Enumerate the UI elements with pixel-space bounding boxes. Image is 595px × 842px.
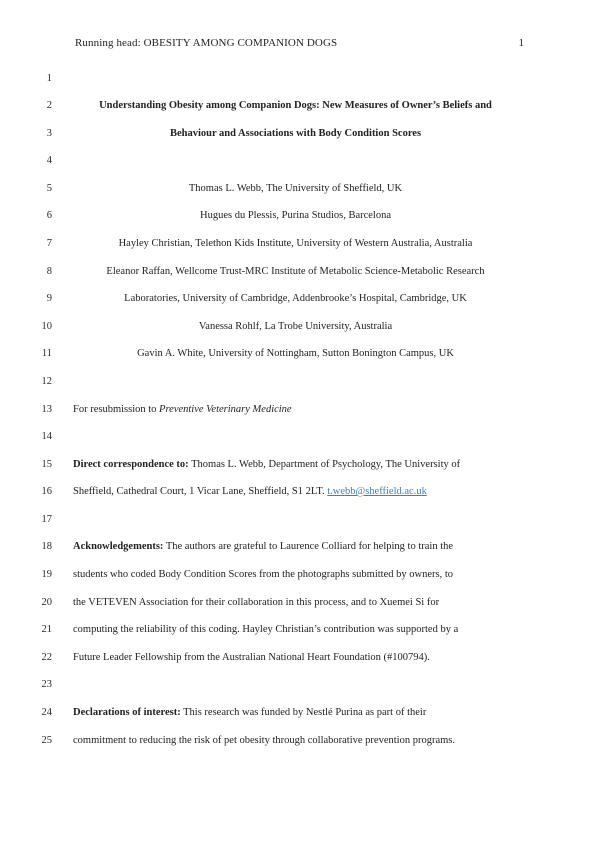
- manuscript-line: [0, 319, 595, 335]
- correspondence-line-2: [73, 484, 518, 500]
- line-number: 5: [46, 183, 52, 194]
- manuscript-line: [0, 153, 595, 169]
- correspondence-text: Thomas L. Webb, Department of Psychology, The University of: [188, 459, 461, 470]
- resubmission-prefix: For resubmission to: [73, 404, 160, 415]
- manuscript-line: [0, 264, 595, 280]
- manuscript-line: [0, 236, 595, 252]
- line-number: 16: [41, 486, 52, 497]
- manuscript-line: [0, 346, 595, 362]
- manuscript-line: [0, 181, 595, 197]
- line-number: 22: [41, 652, 52, 663]
- line-number: 21: [41, 624, 52, 635]
- acknowledgements-line: the VETEVEN Association for their collaboration in this process, and to Xuemei Si for: [73, 597, 440, 608]
- line-number: 17: [41, 514, 52, 525]
- manuscript-line: [0, 733, 595, 749]
- manuscript-line: [0, 374, 595, 390]
- manuscript-line: [0, 705, 595, 721]
- acknowledgements-line: Future Leader Fellowship from the Australian National Heart Foundation (#100794).: [73, 652, 430, 663]
- author-line: Hugues du Plessis, Purina Studios, Barcelona: [199, 210, 392, 221]
- line-number: 1: [46, 73, 52, 84]
- line-number: 24: [41, 707, 52, 718]
- author-line: Vanessa Rohlf, La Trobe University, Australia: [198, 321, 393, 332]
- acknowledgements-heading: Acknowledgements:: [73, 541, 164, 552]
- declarations-line-1: [73, 705, 518, 721]
- line-number: 15: [41, 459, 52, 470]
- line-number: 9: [46, 293, 52, 304]
- running-head: Running head: OBESITY AMONG COMPANION DOGS: [75, 37, 338, 49]
- paper-title-line-2: Behaviour and Associations with Body Condition Scores: [169, 128, 422, 139]
- line-number: 6: [46, 210, 52, 221]
- line-number: 18: [41, 541, 52, 552]
- line-number: 23: [41, 679, 52, 690]
- manuscript-line: [0, 71, 595, 87]
- line-number: 3: [46, 128, 52, 139]
- journal-name: Preventive Veterinary Medicine: [159, 404, 292, 415]
- line-number: 2: [46, 100, 52, 111]
- manuscript-line: [0, 650, 595, 666]
- acknowledgements-line: students who coded Body Condition Scores from the photographs submitted by owners, to: [73, 569, 454, 580]
- manuscript-line: [0, 291, 595, 307]
- email-link[interactable]: t.webb@sheffield.ac.uk: [327, 486, 427, 497]
- author-line: Laboratories, University of Cambridge, Addenbrooke’s Hospital, Cambridge, UK: [124, 293, 467, 304]
- correspondence-heading: Direct correspondence to:: [73, 459, 189, 470]
- page-number: 1: [518, 37, 524, 49]
- line-number: 10: [41, 321, 52, 332]
- acknowledgements-line: computing the reliability of this coding. Hayley Christian’s contribution was supported by a: [73, 624, 459, 635]
- author-line: Hayley Christian, Telethon Kids Institute, University of Western Australia, Australia: [118, 238, 473, 249]
- paper-title-line-1: Understanding Obesity among Companion Dogs: New Measures of Owner’s Beliefs and: [99, 100, 492, 111]
- line-number: 7: [46, 238, 52, 249]
- declarations-text: This research was funded by Nestlé Purina as part of their: [180, 707, 427, 718]
- author-line: Eleanor Raffan, Wellcome Trust-MRC Institute of Metabolic Science-Metabolic Research: [106, 266, 485, 277]
- manuscript-line: [0, 595, 595, 611]
- line-number: 19: [41, 569, 52, 580]
- line-number: 4: [46, 155, 52, 166]
- resubmission-note: [73, 402, 518, 418]
- author-line: Thomas L. Webb, The University of Sheffield, UK: [188, 183, 403, 194]
- declarations-heading: Declarations of interest:: [73, 707, 181, 718]
- author-line: Gavin A. White, University of Nottingham, Sutton Bonington Campus, UK: [137, 348, 454, 359]
- manuscript-line: [0, 622, 595, 638]
- manuscript-line: [0, 429, 595, 445]
- manuscript-line: [0, 677, 595, 693]
- manuscript-line: [0, 126, 595, 142]
- manuscript-line: [0, 98, 595, 114]
- acknowledgements-text: The authors are grateful to Laurence Colliard for helping to train the: [163, 541, 454, 552]
- manuscript-line: [0, 402, 595, 418]
- line-number: 12: [41, 376, 52, 387]
- manuscript-line: [0, 457, 595, 473]
- correspondence-line-1: [73, 457, 518, 473]
- manuscript-line: [0, 567, 595, 583]
- line-number: 11: [41, 348, 52, 359]
- line-number: 14: [41, 431, 52, 442]
- manuscript-line: [0, 539, 595, 555]
- line-number: 20: [41, 597, 52, 608]
- acknowledgements-line-1: [73, 539, 518, 555]
- declarations-line-2: commitment to reducing the risk of pet obesity through collaborative prevention programs.: [73, 735, 455, 746]
- line-number: 8: [46, 266, 52, 277]
- manuscript-line: [0, 512, 595, 528]
- manuscript-line: [0, 484, 595, 500]
- line-number: 13: [41, 404, 52, 415]
- correspondence-address: Sheffield, Cathedral Court, 1 Vicar Lane, Sheffield, S1 2LT.: [73, 486, 328, 497]
- manuscript-line: [0, 208, 595, 224]
- line-number: 25: [41, 735, 52, 746]
